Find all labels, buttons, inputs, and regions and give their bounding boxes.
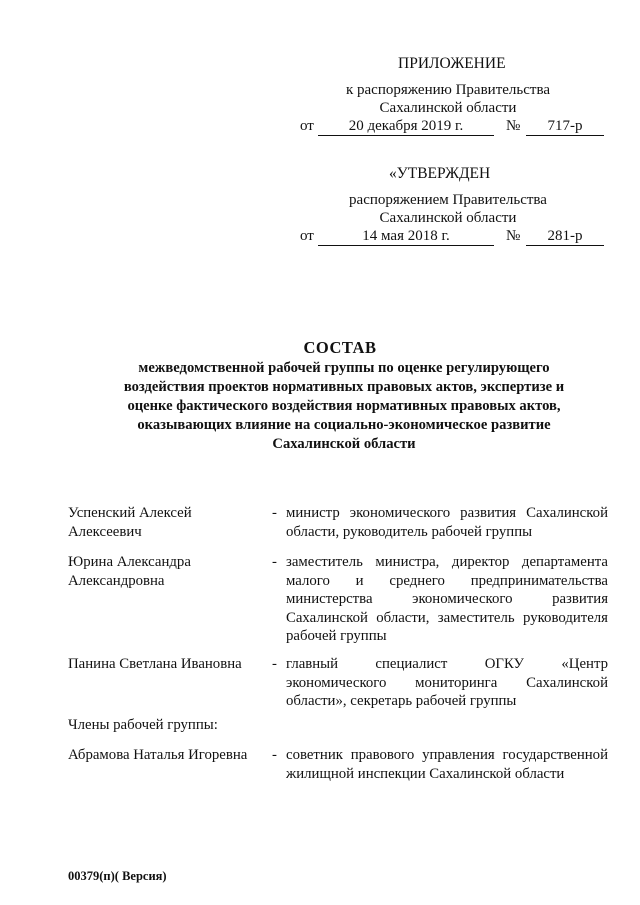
document-subtitle: межведомственной рабочей группы по оценке регулирующего воздействия проектов нормативных правовых актов, экспертизе и оценке фактического воздействия нормативных правовых актов, оказывающих влияние на социально-экономическое развитие Сахалинской области <box>123 360 565 452</box>
appendix-date: 20 декабря 2019 г. <box>318 118 494 136</box>
approved-date-row <box>300 228 610 248</box>
appendix-title: ПРИЛОЖЕНИЕ <box>398 55 506 72</box>
appendix-date-row <box>300 118 610 138</box>
from-label: от <box>300 118 314 134</box>
approved-title: «УТВЕРЖДЕН <box>389 165 491 182</box>
member-dash: - <box>272 656 277 672</box>
member-name: Юрина Александра Александровна <box>68 554 191 589</box>
member-entry <box>68 553 608 645</box>
approved-date: 14 мая 2018 г. <box>318 228 494 246</box>
member-entry <box>68 655 608 711</box>
member-entry <box>68 746 608 802</box>
member-name: Успенский Алексей Алексеевич <box>68 505 192 540</box>
approved-line-2: Сахалинской области <box>379 210 517 226</box>
member-dash: - <box>272 554 277 570</box>
approved-number: 281-р <box>526 228 604 246</box>
member-role: заместитель министра, директор департамента малого и среднего предпринимательства министерства экономического развития Сахалинской области, заместитель руководителя рабочей группы <box>286 554 608 644</box>
member-name: Абрамова Наталья Игоревна <box>68 747 248 763</box>
member-role: главный специалист ОГКУ «Центр экономического мониторинга Сахалинской области», секретарь рабочей группы <box>286 656 608 709</box>
appendix-line-1: к распоряжению Правительства <box>345 82 550 98</box>
member-dash: - <box>272 747 277 763</box>
number-label: № <box>506 118 521 134</box>
member-role: советник правового управления государственной жилищной инспекции Сахалинской области <box>286 747 608 782</box>
member-role: министр экономического развития Сахалинской области, руководитель рабочей группы <box>286 505 608 540</box>
member-entry <box>68 504 608 544</box>
member-name: Панина Светлана Ивановна <box>68 656 242 672</box>
appendix-number: 717-р <box>526 118 604 136</box>
document-footer-code: 00379(п)( Версия) <box>68 869 167 883</box>
approved-line-1: распоряжением Правительства <box>349 192 547 208</box>
members-section-label: Члены рабочей группы: <box>68 717 218 733</box>
document-title: СОСТАВ <box>303 338 377 357</box>
number-label: № <box>506 228 521 244</box>
from-label: от <box>300 228 314 244</box>
appendix-line-2: Сахалинской области <box>379 100 517 116</box>
member-dash: - <box>272 505 277 521</box>
